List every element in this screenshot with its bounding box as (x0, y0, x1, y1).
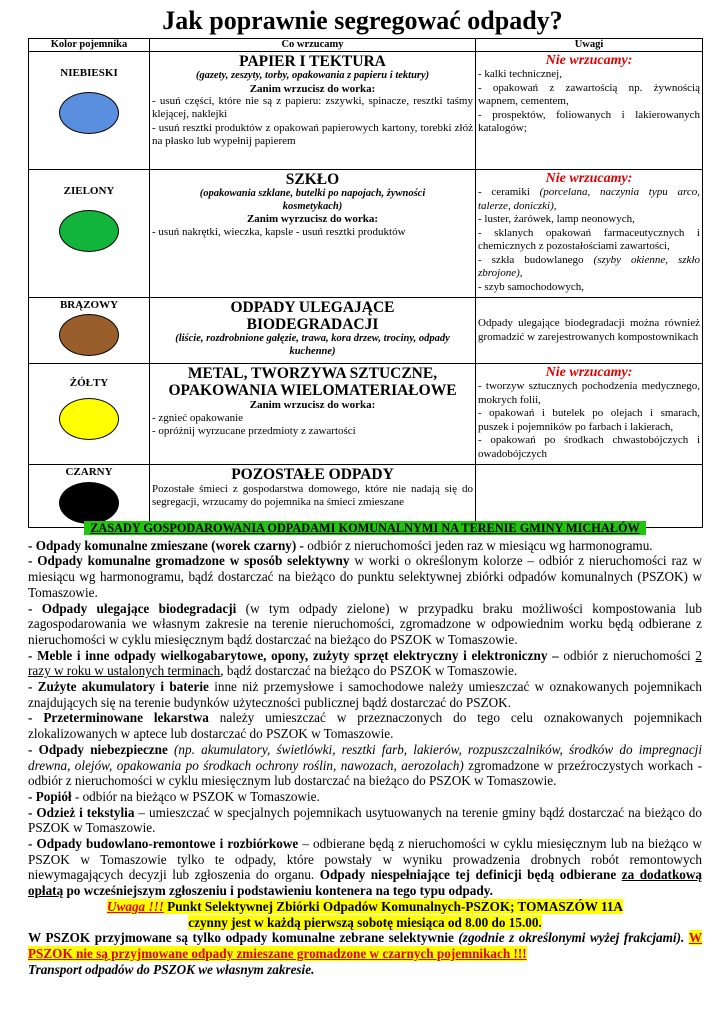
rule-text: odbiór z nieruchomości (558, 647, 696, 663)
rule-lead: - Przeterminowane lekarstwa (28, 710, 209, 726)
do-not-throw-heading: Nie wrzucamy: (545, 365, 633, 380)
table-row-green (29, 170, 703, 298)
before-bin-heading: Zanim wrzucisz do worka: (249, 82, 376, 95)
green-bin-circle (59, 210, 119, 252)
rule-lead: - Popiół (28, 788, 72, 804)
pszok-notice-line1 (107, 899, 623, 914)
color-name: ŻÓŁTY (69, 377, 109, 389)
rule-text: - odbiór na bieżąco w PSZOK w Tomaszowie. (71, 788, 320, 804)
brown-bin-circle (59, 314, 119, 356)
note-text: - luster, żarówek, lamp neonowych, (478, 213, 635, 225)
pszok-warning: W PSZOK nie są przyjmowane odpady zmieszane gromadzone w czarnych pojemnikach !!! (28, 930, 703, 961)
content-cell (150, 298, 476, 364)
note-line: - opakowań z zawartością np. żywnością wapnem, cementem, (478, 81, 700, 107)
note-line: - prospektów, foliowanych i lakierowanych katalogów; (478, 108, 700, 134)
rule-underlined: 2 razy w roku w ustalonych terminach (28, 647, 703, 679)
rule-text: – umieszczać w specjalnych pojemnikach usytuowanych na terenie gminy bądź dostarczać na bieżąco do PSZOK w Tomaszowie. (28, 804, 702, 836)
category-title: POZOSTAŁE ODPADY (231, 466, 394, 483)
note-text: - sklanych opakowań farmaceutycznych i chemicznych z pozostałościami zawartości, (478, 226, 700, 252)
rule-paragraph (28, 648, 702, 679)
rule-paragraph (28, 679, 702, 710)
note-line (478, 227, 700, 254)
rule-lead: - Odzież i tekstylia (28, 804, 135, 820)
notes-cell (476, 465, 703, 528)
rule-paragraph (28, 789, 702, 805)
instruction-line: Pozostałe śmieci z gospodarstwa domowego, które nie nadają się do segregacji, wrzucamy do pojemnika na śmieci zmieszane (152, 483, 473, 509)
notes-cell (476, 364, 703, 465)
table-row-brown (29, 298, 703, 364)
note-italic: (porcelana, naczynia typu arco, talerze, doniczki), (478, 186, 700, 212)
color-cell (29, 364, 150, 465)
rule-text: należy umieszczać w przeznaczonych do tego celu oznakowanych pojemnikach zlokalizowanych w aptece lub dostarczać do PSZOK w Tomaszowie. (28, 710, 702, 742)
rule-text: w worki o określonym kolorze – odbiór z nieruchomości raz w miesiącu wg harmonogramu, bądź dostarczać na bieżąco do punktu selektywnej zbiórki odpadów komunalnych (PSZOK) w Tomaszowie. (28, 553, 702, 600)
rule-lead: - Odpady niebezpieczne (28, 741, 168, 757)
transport-note: Transport odpadów do PSZOK we własnym zakresie. (28, 961, 315, 977)
category-subtitle: (gazety, zeszyty, torby, opakowania z papieru i tektury) (195, 70, 430, 81)
pszok-address: Punkt Selektywnej Zbiórki Odpadów Komunalnych-PSZOK; TOMASZÓW 11A (163, 898, 623, 914)
category-subtitle: (liście, rozdrobnione gałęzie, trawa, kora drzew, trociny, odpady kuchenne) (175, 333, 450, 357)
rule-lead: - Odpady komunalne zmieszane (worek czarny) - (28, 537, 304, 553)
color-cell (29, 465, 150, 528)
category-title: ODPADY ULEGAJĄCE BIODEGRADACJI (230, 299, 395, 333)
instruction-line: - usuń części, które nie są z papieru: zszywki, spinacze, resztki taśmy klejącej, naklejki (152, 95, 473, 121)
rule-text: inne niż przemysłowe i samochodowe należy umieszczać w oznakowanych pojemnikach znajdujących się na terenie budynków użyteczności publicznej bądź dostarczać do PSZOK. (28, 679, 702, 710)
rules-banner (28, 520, 702, 537)
pszok-rule-italic: (zgodnie z określonymi wyżej frakcjami). (453, 930, 685, 946)
rule-paragraph (28, 553, 702, 600)
rule-lead: - Odpady komunalne gromadzone w sposób selektywny (28, 553, 350, 569)
color-name: NIEBIESKI (60, 67, 118, 79)
note-line: - tworzyw sztucznych pochodzenia medycznego, mokrych folii, (478, 380, 700, 406)
uwaga-label: Uwaga !!! (107, 898, 164, 914)
before-bin-heading: Zanim wyrzucisz do worka: (246, 213, 379, 225)
rule-bold: po wcześniejszym zgłoszeniu i podstawieniu kontenera na tego typu odpady. (63, 883, 493, 899)
content-cell (150, 465, 476, 528)
note-line: - opakowań i butelek po olejach i smarach, puszek i pojemników po farbach i lakierach, (478, 407, 700, 433)
note-line: - opakowań po środkach chwastobójczych i owadobójczych (478, 434, 700, 460)
before-bin-heading: Zanim wrzucisz do worka: (249, 399, 376, 411)
table-row-black (29, 465, 703, 528)
yellow-bin-circle (59, 398, 119, 440)
instruction-line: - usuń resztki produktów z opakowań papierowych kartony, torebki złóż na płasko lub wypełnij papierem (152, 121, 473, 147)
rule-text: , bądź dostarczać na bieżąco do PSZOK w Tomaszowie. (220, 663, 518, 679)
note-line: - kalki technicznej, (478, 68, 562, 80)
rule-lead: - Odpady budowlano-remontowe i rozbiórkowe (28, 836, 299, 852)
rule-bold: Odpady niespełniające tej definicji będą odbierane (319, 867, 622, 883)
do-not-throw-heading: Nie wrzucamy: (545, 171, 633, 186)
table-row-yellow (29, 364, 703, 465)
pszok-hours-text: czynny jest w każdą pierwszą sobotę miesiąca od 8.00 do 15.00. (188, 914, 542, 930)
table-header-row (29, 39, 703, 52)
rule-paragraph (28, 836, 702, 899)
rule-italic: (np. akumulatory, świetlówki, resztki farb, lakierów, rozpuszczalników, środków do impregnacji drewna, olejów, opakowania po środkach ochrony roślin, nawozach, aerozolach) (28, 741, 703, 773)
rule-paragraph (28, 742, 702, 789)
pszok-notice (28, 899, 702, 915)
category-title: SZKŁO (285, 171, 340, 188)
category-title: METAL, TWORZYWA SZTUCZNE, OPAKOWANIA WIELOMATERIAŁOWE (168, 365, 457, 399)
rule-text: (w tym odpady zielone) w przypadku braku możliwości kompostowania lub zagospodarowania we własnym zakresie na terenie nieruchomości, zgromadzone w odpowiednim worku będą odbierane z nieruchomości w cyklu miesięcznym bądź dostarczać na bieżąco do PSZOK w Tomaszowie. (28, 600, 702, 647)
rule-bold-underlined: za dodatkową opłatą (28, 867, 702, 899)
header-what: Co wrzucamy (150, 39, 476, 52)
notes-cell (476, 170, 703, 298)
note-line (478, 186, 700, 213)
blue-bin-circle (59, 92, 119, 134)
content-cell (150, 52, 476, 170)
rule-paragraph (28, 601, 702, 648)
rule-lead: - Zużyte akumulatory i baterie (28, 679, 209, 695)
content-cell (150, 170, 476, 298)
note-text: - ceramiki (478, 186, 540, 198)
note-text: - szyb samochodowych, (478, 280, 585, 293)
color-name: ZIELONY (63, 185, 115, 197)
content-cell (150, 364, 476, 465)
pszok-rule-lead: W PSZOK przyjmowane są tylko odpady komunalne zebrane selektywnie (28, 930, 454, 946)
rule-paragraph (28, 710, 702, 741)
color-name: BRĄZOWY (59, 299, 119, 311)
rules-banner-text: ZASADY GOSPODAROWANIA ODPADAMI KOMUNALNYMI NA TERENIE GMINY MICHAŁÓW (84, 521, 646, 535)
black-bin-circle (59, 482, 119, 524)
notes-cell (476, 298, 703, 364)
instruction-line: - opróżnij wyrzucane przedmioty z zawartości (152, 424, 356, 437)
color-cell (29, 52, 150, 170)
header-color: Kolor pojemnika (29, 39, 150, 52)
note-line (478, 254, 700, 281)
rule-text: – odbierane będą z nieruchomości w cyklu miesięcznym lub na bieżąco w PSZOK w Tomaszowie tylko te odpady, które powstały w wyniku prowadzenia drobnych robót remontowych niewymagających decyzji lub zgłoszenia do organu. (28, 836, 702, 883)
instruction-line: - zgnieć opakowanie (152, 411, 244, 424)
segregation-table (28, 38, 703, 528)
category-title: PAPIER I TEKTURA (239, 53, 386, 70)
notes-cell (476, 52, 703, 170)
color-cell (29, 170, 150, 298)
rule-lead: - Meble i inne odpady wielkogabarytowe, opony, zużyty sprzęt elektryczny i elektroniczny – (28, 647, 559, 663)
note-line (478, 281, 700, 295)
instruction-line: - usuń nakrętki, wieczka, kapsle - usuń resztki produktów (152, 225, 406, 238)
rule-paragraph (28, 805, 702, 836)
color-cell (29, 298, 150, 364)
pszok-hours (28, 915, 702, 931)
note-italic: (szyby okienne, szkło zbrojone), (478, 253, 700, 279)
category-subtitle: (opakowania szklane, butelki po napojach, żywności kosmetykach) (199, 188, 426, 212)
rule-text: odbiór z nieruchomości jeden raz w miesiącu wg harmonogramu. (303, 537, 653, 553)
page-title: Jak poprawnie segregować odpady? (162, 6, 563, 35)
rules-section (28, 520, 702, 977)
color-name: CZARNY (65, 466, 113, 478)
note-text: - szkła budowlanego (478, 253, 594, 266)
table-row-blue (29, 52, 703, 170)
note-line (478, 213, 700, 227)
header-notes: Uwagi (476, 39, 703, 52)
pszok-rules (28, 930, 702, 961)
rule-lead: - Odpady ulegające biodegradacji (28, 600, 237, 616)
rule-text: zgromadzone w przeźroczystych workach - odbiór z nieruchomości w cyklu miesięcznym lub dostarczać na bieżąco do PSZOK w Tomaszowie. (28, 757, 702, 789)
do-not-throw-heading: Nie wrzucamy: (545, 53, 633, 68)
rule-paragraph (28, 538, 702, 554)
note-line: Odpady ulegające biodegradacji można również gromadzić w zarejestrowanych kompostownikach (478, 317, 700, 343)
